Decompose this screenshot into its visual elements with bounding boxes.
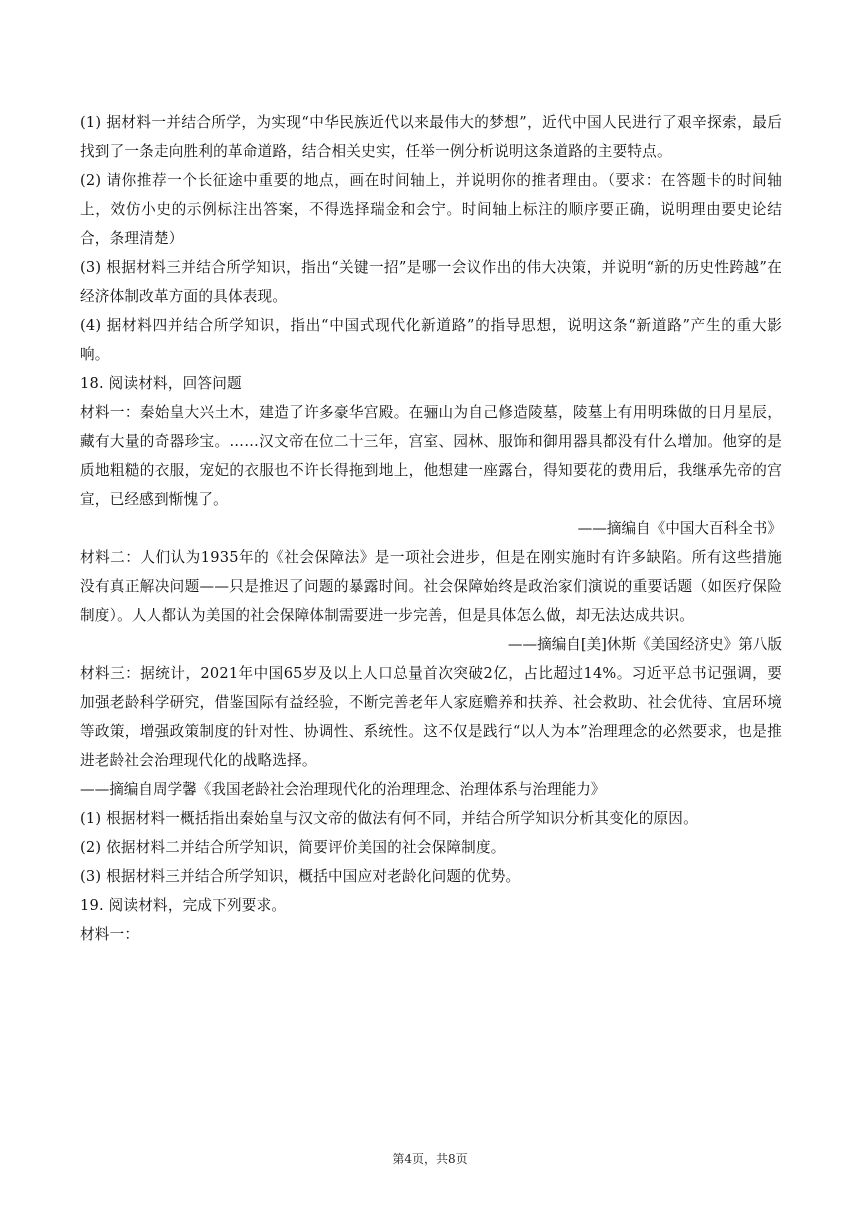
page-number: 第4页，共8页 [392,1152,468,1166]
q17-sub3: (3) 根据材料三并结合所学知识，指出“关键一招”是哪一会议作出的伟大决策，并说明“新的历史性跨越”在经济体制改革方面的具体表现。 [80,259,782,305]
q17-sub4: (4) 据材料四并结合所学知识，指出“中国式现代化新道路”的指导思想，说明这条“新道路”产生的重大影响。 [80,317,782,363]
page-content [80,108,782,949]
q18-source3: ——摘编自周学馨《我国老龄社会治理现代化的治理理念、治理体系与治理能力》 [80,781,606,798]
q18-heading: 18. 阅读材料，回答问题 [80,375,242,392]
q18-sub1: (1) 根据材料一概括指出秦始皇与汉文帝的做法有何不同，并结合所学知识分析其变化的原因。 [80,810,698,827]
q18-material2: 材料二：人们认为1935年的《社会保障法》是一项社会进步，但是在刚实施时有许多缺陷。所有这些措施没有真正解决问题——只是推迟了问题的暴露时间。社会保障始终是政治家们演说的重要话题（如医疗保险制度）。人人都认为美国的社会保障体制需要进一步完善，但是具体怎么做，却无法达成共识。 [80,549,782,624]
q17-sub1: (1) 据材料一并结合所学，为实现“中华民族近代以来最伟大的梦想”，近代中国人民进行了艰辛探索，最后找到了一条走向胜利的革命道路，结合相关史实，任举一例分析说明这条道路的主要特点。 [80,114,782,160]
q18-source1: ——摘编自《中国大百科全书》 [577,520,782,537]
q19-heading: 19. 阅读材料，完成下列要求。 [80,897,287,914]
q18-material1: 材料一：秦始皇大兴土木，建造了许多豪华宫殿。在骊山为自己修造陵墓，陵墓上有用明珠做的日月星辰，藏有大量的奇器珍宝。……汉文帝在位二十三年，宫室、园林、服饰和御用器具都没有什么增加。他穿的是质地粗糙的衣服，宠妃的衣服也不许长得拖到地上，他想建一座露台，得知要花的费用后，我继承先帝的宫宣，已经感到惭愧了。 [80,404,782,508]
page-footer [0,1150,860,1167]
q17-sub2: (2) 请你推荐一个长征途中重要的地点，画在时间轴上，并说明你的推者理由。（要求：在答题卡的时间轴上，效仿小史的示例标注出答案，不得选择瑞金和会宁。时间轴上标注的顺序要正确，说明理由要史论结合，条理清楚） [80,172,782,247]
q18-material3: 材料三：据统计，2021年中国65岁及以上人口总量首次突破2亿，占比超过14%。习近平总书记强调，要加强老龄科学研究，借鉴国际有益经验，不断完善老年人家庭赡养和扶养、社会救助、社会优待、宜居环境等政策，增强政策制度的针对性、协调性、系统性。这不仅是践行“以人为本”治理理念的必然要求，也是推进老龄社会治理现代化的战略选择。 [80,665,782,769]
q18-source2: ——摘编自[美]休斯《美国经济史》第八版 [507,636,782,653]
q18-sub2: (2) 依据材料二并结合所学知识，简要评价美国的社会保障制度。 [80,839,506,856]
q19-material1: 材料一： [80,926,140,943]
q18-sub3: (3) 根据材料三并结合所学知识，概括中国应对老龄化问题的优势。 [80,868,521,885]
